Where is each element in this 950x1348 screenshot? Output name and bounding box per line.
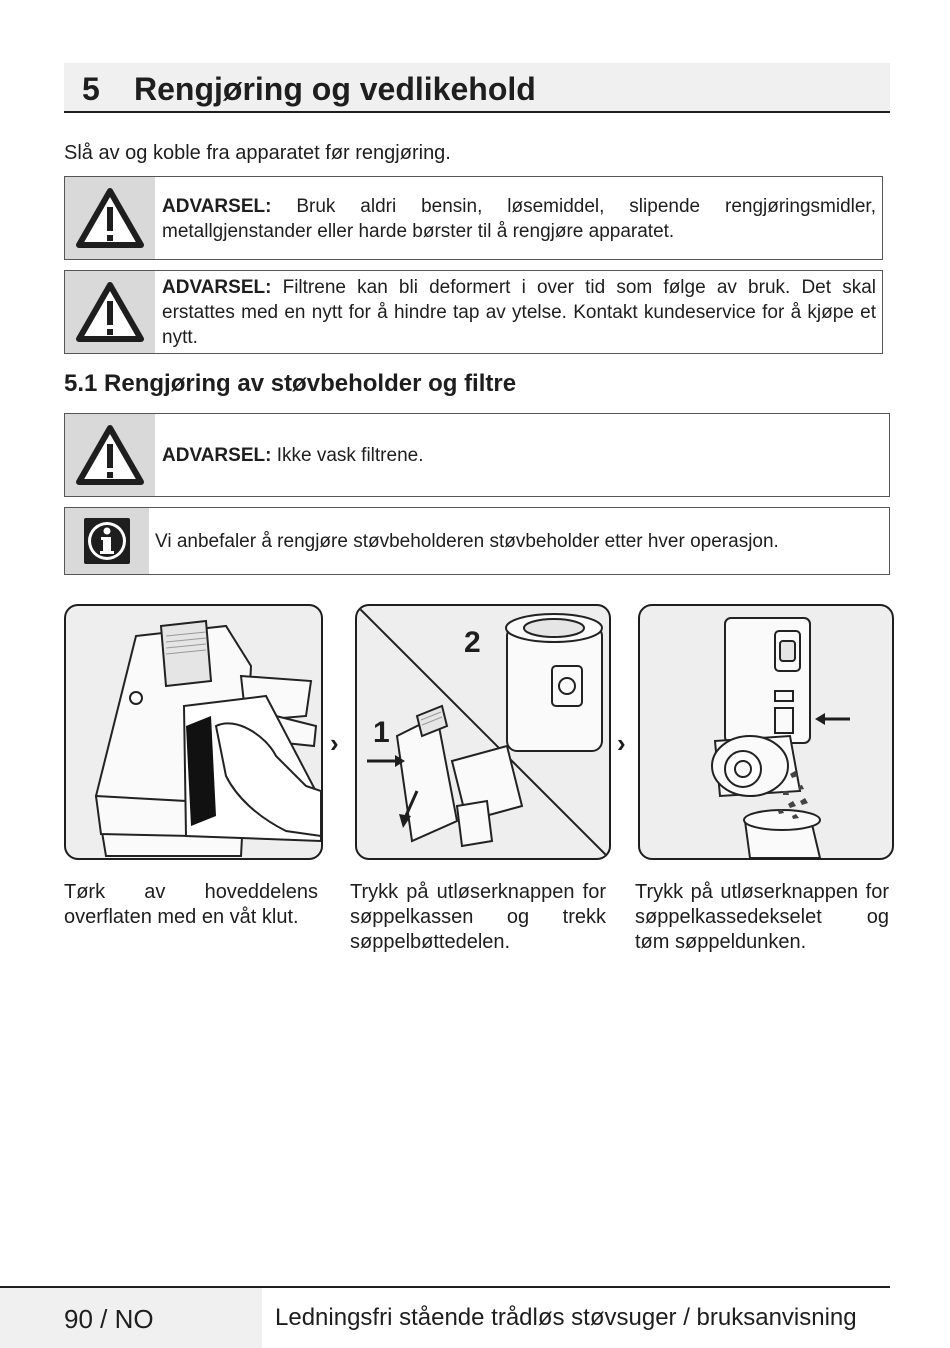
step-1-label: 1 — [373, 716, 390, 749]
warning-box-1 — [64, 176, 883, 260]
warning-text-1 — [162, 194, 876, 244]
dustbin-release-illustration — [357, 606, 609, 858]
caption-figure-3: Trykk på utløserknappen for søppelkassedekselet og tøm søppeldunken. — [635, 881, 889, 953]
caption-figure-2: Trykk på utløserknappen for søppelkassen og trekk søppelbøttedelen. — [350, 881, 606, 953]
info-text: Vi anbefaler å rengjøre støvbeholderen støvbeholder etter hver operasjon. — [155, 531, 779, 552]
warning-body: Filtrene kan bli deformert i over tid som følge av bruk. Det skal erstattes med en nytt for å hindre tap av ytelse. Kontakt kundeservice for å kjøpe et nytt. — [162, 277, 876, 348]
warning-icon-cell — [65, 271, 155, 353]
footer-page-box — [0, 1288, 262, 1348]
warning-label: ADVARSEL: — [162, 277, 272, 298]
warning-triangle-icon — [75, 281, 145, 343]
section-title: Rengjøring og vedlikehold — [134, 71, 536, 107]
figure-remove-bin — [355, 604, 611, 860]
warning-triangle-icon — [75, 424, 145, 486]
chevron-right-icon: › — [617, 728, 626, 758]
warning-body: Ikke vask filtrene. — [271, 445, 424, 466]
warning-box-2 — [64, 270, 883, 354]
section-header — [64, 63, 890, 113]
figure-empty-bin — [638, 604, 894, 860]
intro-text: Slå av og koble fra apparatet før rengjøring. — [64, 142, 451, 164]
subsection-title: 5.1 Rengjøring av støvbeholder og filtre — [64, 370, 517, 397]
caption-figure-1: Tørk av hoveddelens overflaten med en våt klut. — [64, 881, 318, 928]
warning-icon-cell — [65, 177, 155, 259]
warning-body: Bruk aldri bensin, løsemiddel, slipende rengjøringsmidler, metallgjenstander eller harde børster til å rengjøre apparatet. — [162, 196, 876, 242]
warning-text-3 — [162, 443, 883, 468]
figure-wipe-body — [64, 604, 323, 860]
footer-title: Ledningsfri stående trådløs støvsuger / bruksanvisning — [275, 1304, 857, 1331]
vacuum-wipe-illustration — [66, 606, 321, 858]
warning-text-2 — [162, 275, 876, 350]
warning-icon-cell — [65, 414, 155, 496]
info-icon-cell — [65, 508, 149, 574]
chevron-right-icon: › — [330, 728, 339, 758]
warning-box-3 — [64, 413, 890, 497]
info-icon — [82, 516, 132, 566]
warning-label: ADVARSEL: — [162, 445, 272, 466]
step-2-label: 2 — [464, 626, 481, 659]
warning-label: ADVARSEL: — [162, 196, 272, 217]
info-box — [64, 507, 890, 575]
page-number: 90 / NO — [64, 1304, 154, 1334]
empty-dustbin-illustration — [640, 606, 892, 858]
section-number: 5 — [82, 71, 100, 107]
warning-triangle-icon — [75, 187, 145, 249]
